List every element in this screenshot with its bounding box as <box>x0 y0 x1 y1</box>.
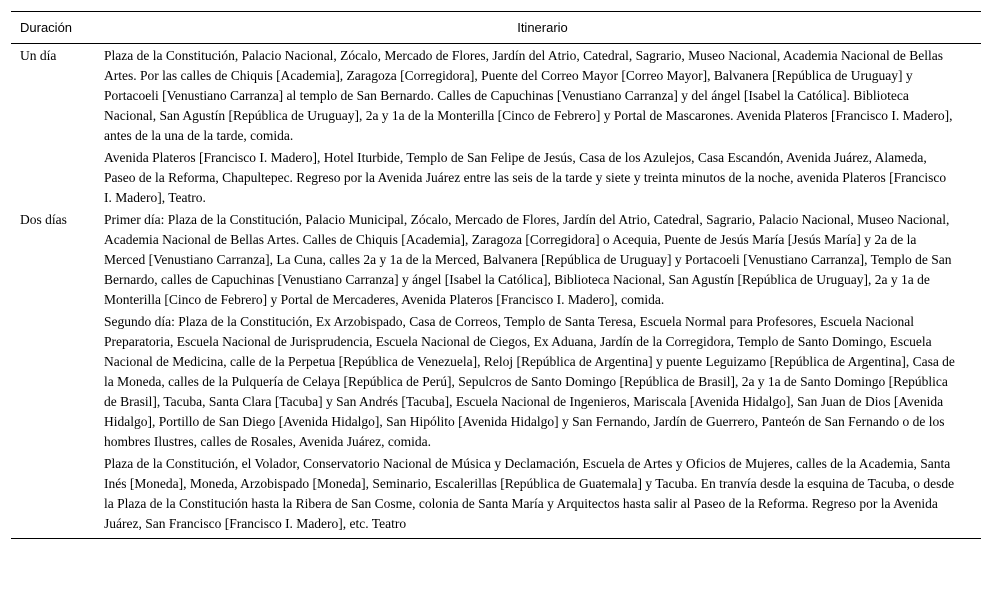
header-duracion: Duración <box>11 12 104 44</box>
table-row <box>11 208 981 539</box>
header-itinerario: Itinerario <box>104 12 981 44</box>
itinerary-cell <box>104 208 981 539</box>
duration-cell: Un día <box>20 48 57 63</box>
itinerary-table-container <box>11 11 981 539</box>
table-header-row <box>11 12 981 44</box>
itinerary-paragraph: Plaza de la Constitución, Palacio Nacional, Zócalo, Mercado de Flores, Jardín del Atrio, Catedral, Sagrario, Museo Nacional, Academia Nacional de Bellas Artes. Por las calles de Chiquis [Academia], Zaragoza [Corregidora], Puente del Correo Mayor [Correo Mayor], Balvanera [República de Uruguay] y Portacoeli [Venustiano Carranza] al templo de San Bernardo. Calles de Capuchinas [Venustiano Carranza] y del ángel [Isabel la Católica]. Biblioteca Nacional, San Agustín [República de Uruguay], 2a y 1a de la Monterilla [Cinco de Febrero] y Portal de Mascarones. Avenida Plateros [Francisco I. Madero], antes de la una de la tarde, comida. <box>104 48 953 143</box>
itinerary-paragraph: Avenida Plateros [Francisco I. Madero], Hotel Iturbide, Templo de San Felipe de Jesús, Casa de los Azulejos, Casa Escandón, Avenida Juárez, Alameda, Paseo de la Reforma, Chapultepec. Regreso por la Avenida Juárez entre las seis de la tarde y siete y treinta minutos de la noche, avenida Plateros [Francisco I. Madero], Teatro. <box>104 150 947 205</box>
itinerary-table <box>11 11 981 539</box>
itinerary-paragraph: Primer día: Plaza de la Constitución, Palacio Municipal, Zócalo, Mercado de Flores, Jardín del Atrio, Catedral, Sagrario, Palacio Nacional, Museo Nacional, Academia Nacional de Bellas Artes. Calles de Chiquis [Academia], Zaragoza [Corregidora] o Acequia, Puente de Jesús María [Jesús María] y 2a de la Merced [Venustiano Carranza], La Cuna, calles 2a y 1a de la Merced, Balvanera [República de Uruguay] y Portacoeli [Venustiano Carranza], Templo de San Bernardo, calles de Capuchinas [Venustiano Carranza] y ángel [Isabel la Católica], Biblioteca Nacional, San Agustín [República de Uruguay], 2a y 1a de Monterilla [Cinco de Febrero] y Portal de Mercaderes, Avenida Plateros [Francisco I. Madero], comida. <box>104 212 952 307</box>
duration-cell: Dos días <box>11 208 104 539</box>
itinerary-cell <box>104 44 981 209</box>
itinerary-paragraph: Plaza de la Constitución, el Volador, Conservatorio Nacional de Música y Declamación, Escuela de Artes y Oficios de Mujeres, calles de la Academia, Santa Inés [Moneda], Moneda, Arzobispado [Moneda], Seminario, Escalerillas [República de Guatemala] y Tacuba. En tranvía desde la esquina de Tacuba, o desde la Plaza de la Constitución hasta la Ribera de San Cosme, colonia de Santa María y Arquitectos hasta salir al Paseo de la Reforma. Regreso por la Avenida Juárez, San Francisco [Francisco I. Madero], etc. Teatro <box>104 456 955 531</box>
table-row <box>11 44 981 209</box>
itinerary-paragraph: Segundo día: Plaza de la Constitución, Ex Arzobispado, Casa de Correos, Templo de Santa Teresa, Escuela Normal para Profesores, Escuela Nacional Preparatoria, Escuela Nacional de Jurisprudencia, Escuela Nacional de Ciegos, Ex Aduana, Jardín de la Corregidora, Templo de Santo Domingo, Escuela Nacional de Medicina, calle de la Perpetua [República de Venezuela], Reloj [República de Argentina] y puente Leguizamo [República de Argentina], Casa de la Moneda, calles de la Pulquería de Celaya [República de Perú], Sepulcros de Santo Domingo [República de Brasil], 2a y 1a de Santo Domingo [República de Brasil], Tacuba, Santa Clara [Tacuba] y San Andrés [Tacuba], Escuela Nacional de Ingenieros, Mariscala [Avenida Hidalgo], San Juan de Dios [Avenida Hidalgo], Portillo de San Diego [Avenida Hidalgo], San Hipólito [Avenida Hidalgo] y San Fernando, Jardín de Guerrero, Panteón de San Fernando o de los hombres Ilustres, calles de Rosales, Avenida Juárez, comida. <box>104 314 955 449</box>
